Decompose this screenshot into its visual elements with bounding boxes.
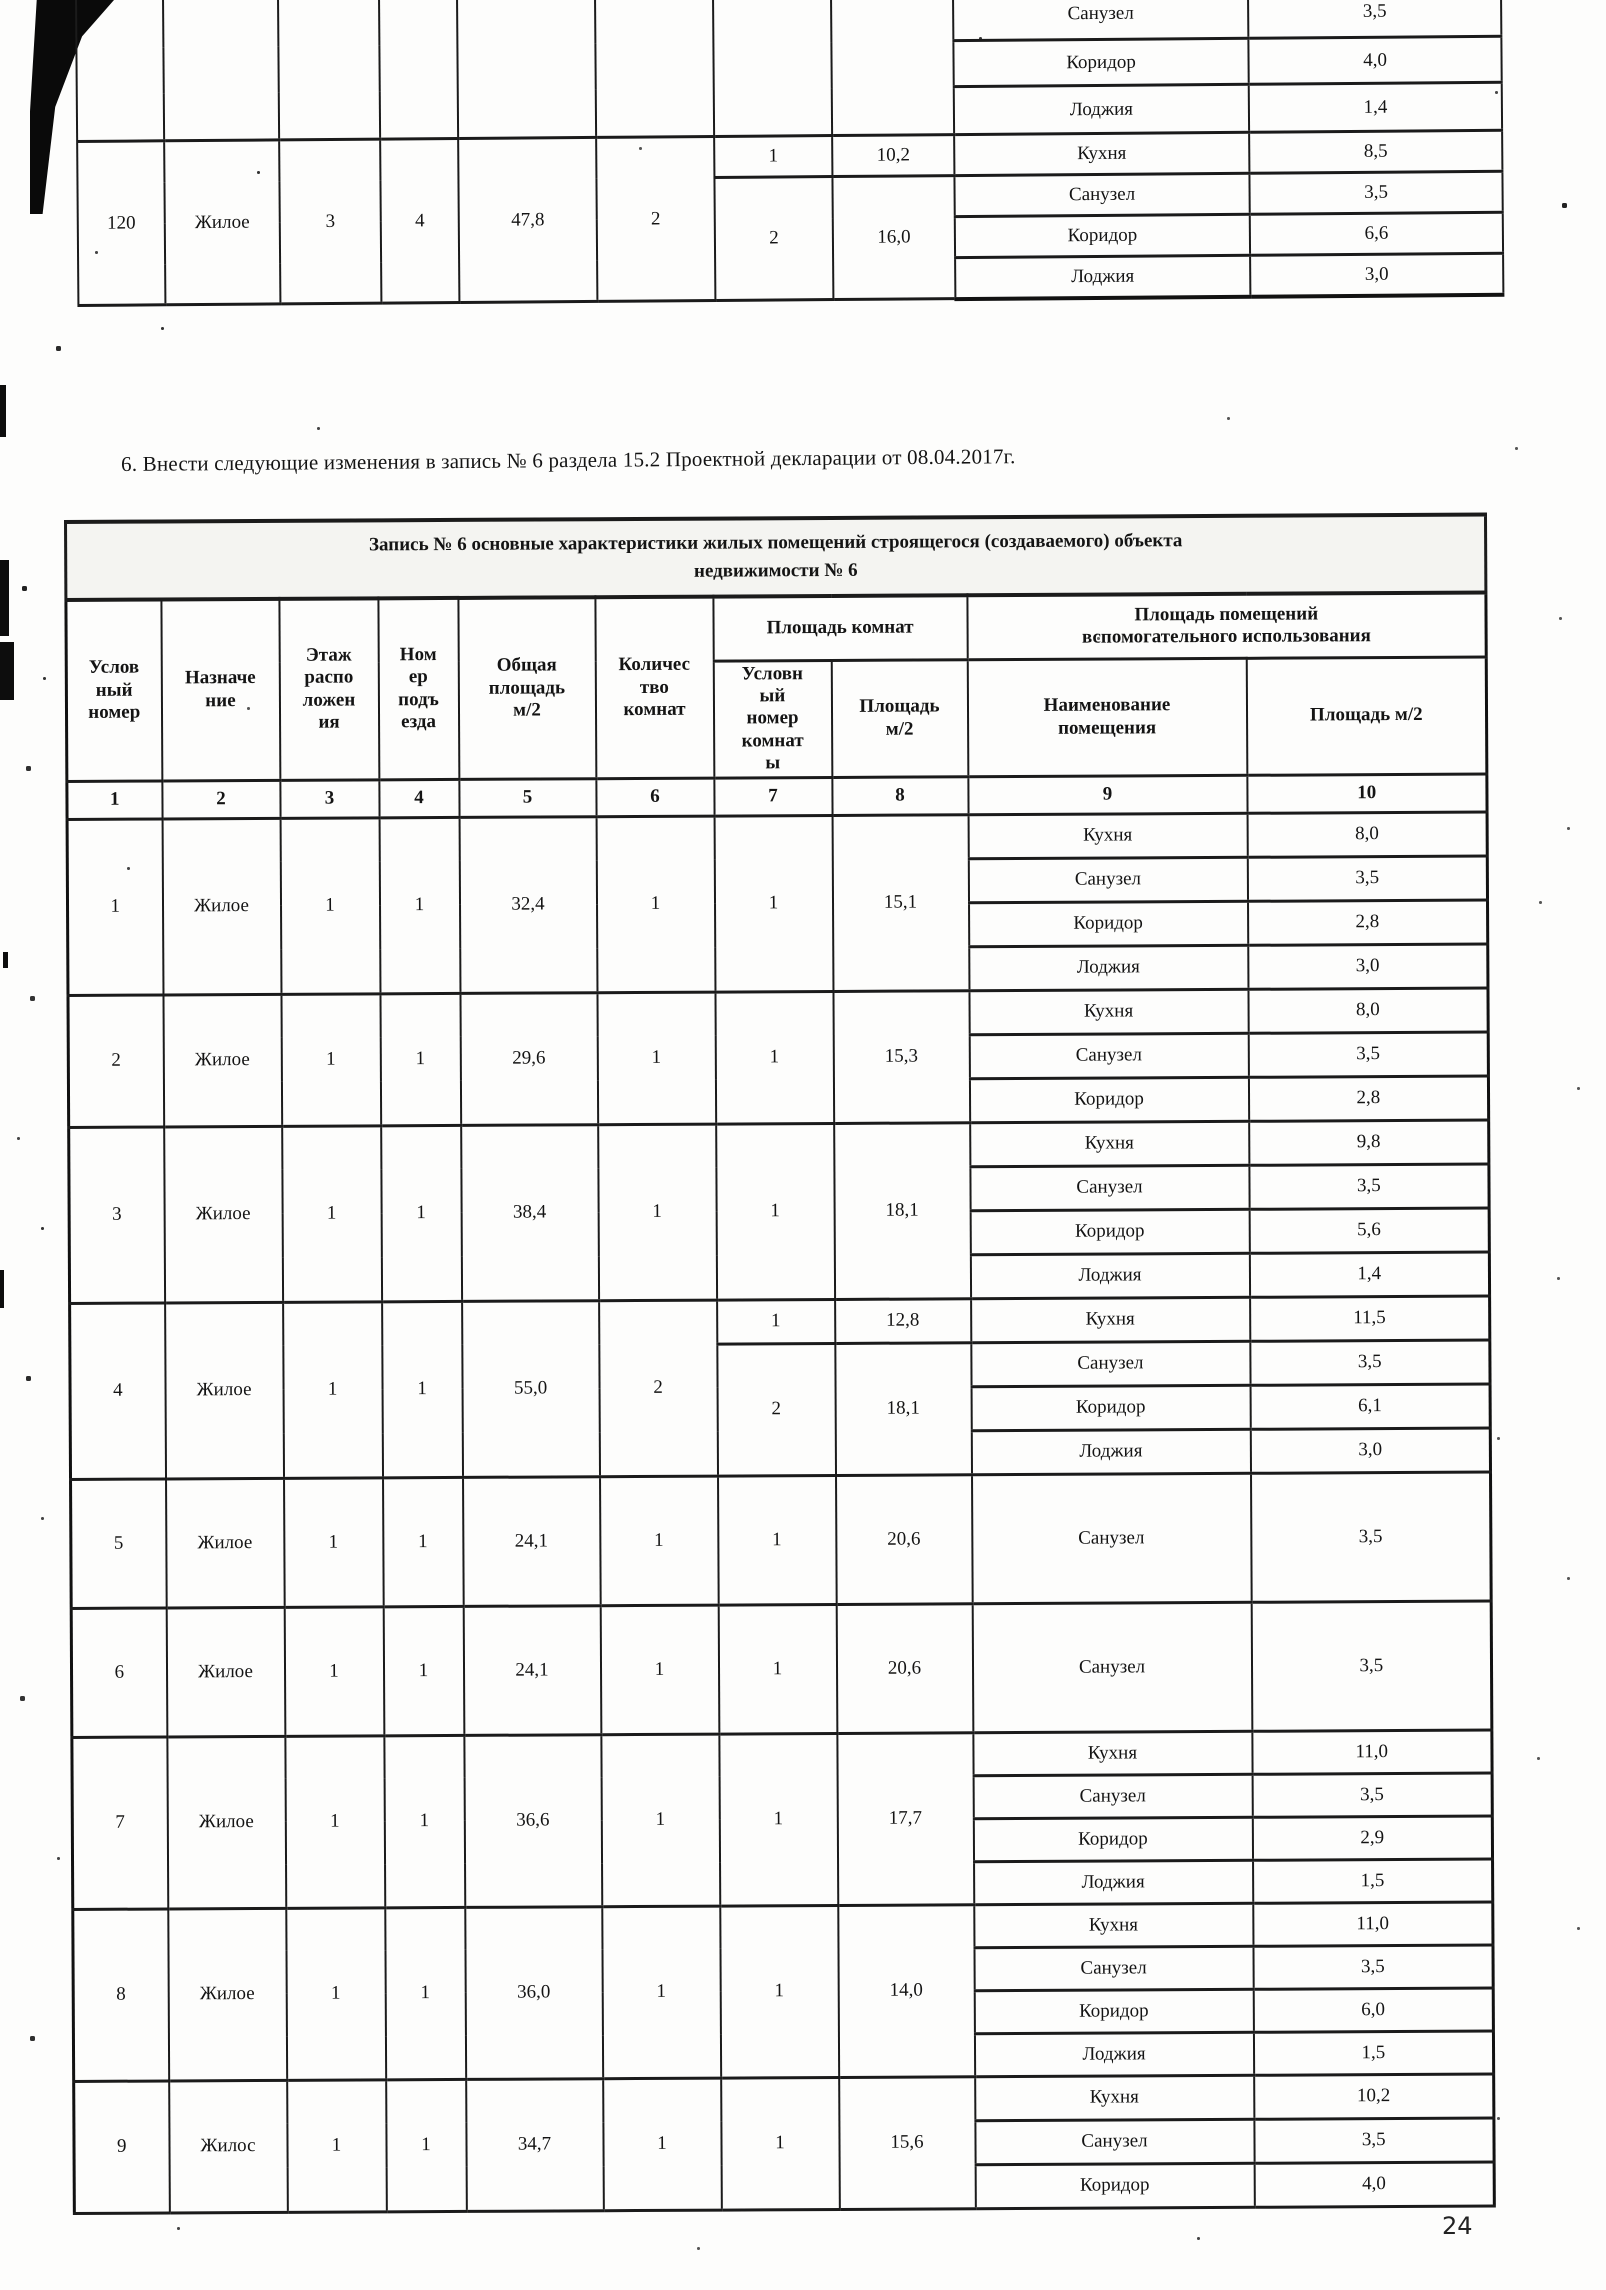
record-floor: 1 bbox=[286, 1907, 386, 2080]
aux-room-name: Лоджия bbox=[955, 255, 1250, 298]
scan-artifact-mark bbox=[3, 952, 8, 968]
aux-room-name: Коридор bbox=[969, 901, 1248, 946]
aux-room-area: 3,5 bbox=[1247, 856, 1487, 901]
column-number: 2 bbox=[162, 780, 280, 819]
scan-artifact-mark bbox=[0, 560, 9, 636]
record-rooms-count: 1 bbox=[596, 816, 715, 993]
scan-noise-speckles bbox=[0, 0, 1, 1]
aux-room-name: Коридор bbox=[969, 1077, 1248, 1122]
record-rooms-count: 2 bbox=[599, 1300, 718, 1477]
record-entrance: 1 bbox=[383, 1477, 464, 1606]
room-number: 1 bbox=[714, 136, 832, 178]
record-6-characteristics-table bbox=[64, 513, 1496, 2215]
scan-artifact-mark bbox=[0, 385, 6, 437]
aux-room-area: 6,1 bbox=[1250, 1384, 1490, 1429]
column-number: 8 bbox=[832, 776, 968, 815]
room-number: 1 bbox=[718, 1604, 837, 1734]
room-number: 2 bbox=[714, 177, 833, 301]
table-row bbox=[74, 2074, 1494, 2125]
aux-room-area: 1,4 bbox=[1249, 1252, 1489, 1297]
record-id: 2 bbox=[68, 995, 164, 1127]
record-id: 8 bbox=[73, 1909, 169, 2081]
aux-room-area: 8,5 bbox=[1249, 130, 1502, 173]
table-title bbox=[66, 515, 1486, 600]
header-aux-room-area: Площадь м/2 bbox=[1246, 657, 1487, 775]
record-rooms-count: 1 bbox=[602, 1906, 721, 2079]
record-id: 5 bbox=[71, 1479, 167, 1608]
carryover-records-table bbox=[75, 0, 1504, 307]
record-entrance: 1 bbox=[383, 1606, 464, 1735]
aux-room-name: Лоджия bbox=[971, 1429, 1250, 1474]
page-number: 24 bbox=[1442, 2212, 1473, 2240]
aux-room-area: 2,9 bbox=[1252, 1816, 1492, 1860]
header-room-number: Условн ый номер комнат ы bbox=[713, 660, 832, 778]
record-total-area: 24,1 bbox=[463, 1476, 601, 1606]
table-row bbox=[70, 1296, 1490, 1347]
room-number: 1 bbox=[718, 1475, 837, 1605]
record-purpose: Жилое bbox=[162, 818, 281, 995]
column-number: 1 bbox=[67, 781, 162, 819]
table-title-row bbox=[66, 515, 1486, 600]
record-id: 120 bbox=[77, 141, 165, 306]
table-row bbox=[68, 988, 1488, 1039]
aux-room-area: 3,5 bbox=[1250, 1340, 1490, 1385]
aux-room-area: 9,8 bbox=[1249, 1120, 1489, 1165]
aux-room-area: 3,5 bbox=[1248, 1032, 1488, 1077]
room-number: 1 bbox=[721, 2077, 840, 2210]
record-purpose: Жилое bbox=[163, 994, 282, 1127]
aux-room-name: Санузел bbox=[975, 2119, 1254, 2164]
header-total-area: Общая площадь м/2 bbox=[458, 597, 596, 779]
table-row bbox=[71, 1601, 1492, 1737]
record-rooms-count: 1 bbox=[601, 1734, 720, 1907]
header-room-area: Площадь м/2 bbox=[831, 659, 968, 777]
table-row bbox=[69, 1120, 1489, 1171]
room-number: 1 bbox=[720, 1905, 839, 2078]
aux-room-area: 3,0 bbox=[1248, 944, 1488, 989]
aux-room-name: Кухня bbox=[970, 1121, 1249, 1166]
aux-room-area: 4,0 bbox=[1248, 36, 1501, 84]
record-total-area bbox=[457, 0, 596, 138]
header-group-room-areas: Площадь комнат bbox=[713, 595, 967, 660]
room-area: 10,2 bbox=[832, 135, 954, 177]
column-number: 7 bbox=[714, 777, 832, 816]
record-entrance: 1 bbox=[379, 817, 460, 993]
record-floor: 1 bbox=[282, 1125, 382, 1302]
record-purpose: Жилое bbox=[164, 1126, 283, 1303]
record-floor: 1 bbox=[285, 1735, 385, 1908]
aux-room-area: 6,0 bbox=[1253, 1988, 1493, 2032]
aux-room-area: 3,0 bbox=[1250, 1428, 1490, 1473]
record-id: 7 bbox=[72, 1737, 168, 1909]
aux-room-name: Санузел bbox=[953, 0, 1248, 41]
aux-room-name: Санузел bbox=[973, 1774, 1252, 1818]
record-id bbox=[76, 0, 164, 141]
aux-room-area: 8,0 bbox=[1247, 812, 1487, 857]
record-total-area: 55,0 bbox=[462, 1300, 600, 1477]
table-row bbox=[73, 1902, 1493, 1952]
aux-room-name: Коридор bbox=[974, 1989, 1253, 2033]
room-number: 1 bbox=[715, 991, 834, 1124]
record-rooms-count: 1 bbox=[600, 1605, 719, 1735]
aux-room-name: Кухня bbox=[969, 989, 1248, 1034]
record-purpose: Жилое bbox=[165, 1302, 284, 1479]
record-entrance bbox=[379, 0, 458, 139]
record-floor bbox=[278, 0, 380, 140]
aux-room-area: 3,5 bbox=[1249, 171, 1502, 214]
record-purpose: Жилое bbox=[166, 1607, 285, 1737]
record-total-area: 36,6 bbox=[464, 1734, 602, 1907]
record-id: 4 bbox=[70, 1303, 166, 1479]
record-floor: 1 bbox=[283, 1301, 383, 1478]
record-total-area: 36,0 bbox=[465, 1906, 603, 2079]
aux-room-name: Санузел bbox=[972, 1473, 1252, 1603]
table-row bbox=[71, 1472, 1492, 1608]
record-purpose: Жилое bbox=[168, 1908, 287, 2081]
aux-room-area: 3,5 bbox=[1251, 1601, 1492, 1731]
room-number bbox=[713, 0, 832, 136]
aux-room-area: 6,6 bbox=[1250, 212, 1503, 255]
record-floor: 1 bbox=[284, 1606, 384, 1736]
record-total-area: 47,8 bbox=[458, 137, 597, 302]
record-floor: 1 bbox=[284, 1477, 384, 1607]
record-total-area: 29,6 bbox=[460, 992, 598, 1125]
aux-room-name: Лоджия bbox=[969, 945, 1248, 990]
room-area: 20,6 bbox=[836, 1474, 973, 1604]
room-number: 2 bbox=[717, 1343, 836, 1476]
record-entrance: 1 bbox=[386, 2079, 467, 2211]
aux-room-name: Коридор bbox=[971, 1385, 1250, 1430]
column-number: 5 bbox=[459, 778, 596, 817]
aux-room-area: 1,5 bbox=[1253, 2031, 1493, 2075]
scan-artifact-mark bbox=[0, 642, 14, 700]
aux-room-name: Лоджия bbox=[974, 2032, 1253, 2076]
aux-room-area: 1,4 bbox=[1249, 82, 1502, 132]
header-purpose: Назначе ние bbox=[161, 599, 280, 781]
record-id: 1 bbox=[67, 819, 163, 995]
record-total-area: 38,4 bbox=[461, 1124, 599, 1301]
room-area: 15,1 bbox=[832, 814, 969, 991]
record-purpose: Жилое bbox=[166, 1478, 285, 1608]
aux-room-name: Кухня bbox=[971, 1297, 1250, 1342]
aux-room-name: Кухня bbox=[968, 813, 1247, 858]
aux-room-name: Лоджия bbox=[970, 1253, 1249, 1298]
record-total-area: 24,1 bbox=[463, 1605, 601, 1735]
record-rooms-count: 1 bbox=[598, 1124, 717, 1301]
record-entrance: 1 bbox=[382, 1301, 463, 1477]
table-title-line2: недвижимости № 6 bbox=[693, 559, 858, 582]
record-purpose: Жилое bbox=[167, 1736, 286, 1909]
aux-room-name: Санузел bbox=[954, 173, 1249, 216]
aux-room-name: Коридор bbox=[955, 214, 1250, 257]
record-purpose bbox=[163, 0, 279, 141]
aux-room-area: 3,5 bbox=[1251, 1472, 1492, 1602]
room-area: 18,1 bbox=[834, 1122, 971, 1299]
header-row-groups bbox=[66, 593, 1486, 664]
table-row bbox=[72, 1730, 1492, 1780]
aux-room-name: Коридор bbox=[973, 1817, 1252, 1861]
room-area: 12,8 bbox=[835, 1298, 971, 1343]
aux-room-name: Коридор bbox=[953, 38, 1248, 86]
column-number: 3 bbox=[280, 779, 379, 818]
room-area: 16,0 bbox=[832, 176, 955, 300]
header-group-auxiliary-areas: Площадь помещений вспомогательного использования bbox=[967, 593, 1486, 660]
header-entrance-number: Ном ер подъ езда bbox=[378, 598, 459, 779]
aux-room-name: Санузел bbox=[970, 1165, 1249, 1210]
aux-room-name: Коридор bbox=[975, 2163, 1254, 2208]
record-total-area: 34,7 bbox=[466, 2078, 604, 2211]
record-rooms-count: 1 bbox=[603, 2078, 722, 2211]
record-rooms-count: 2 bbox=[596, 136, 715, 301]
record-floor: 3 bbox=[279, 139, 381, 304]
room-area: 20,6 bbox=[836, 1603, 973, 1733]
aux-room-area: 4,0 bbox=[1254, 2162, 1494, 2207]
column-number: 4 bbox=[379, 779, 459, 817]
record-rooms-count: 1 bbox=[597, 992, 716, 1125]
room-area: 15,3 bbox=[833, 990, 970, 1123]
aux-room-area: 11,0 bbox=[1252, 1730, 1492, 1774]
record-entrance: 1 bbox=[385, 1907, 466, 2079]
aux-room-name: Кухня bbox=[973, 1731, 1252, 1775]
aux-room-area: 8,0 bbox=[1248, 988, 1488, 1033]
header-aux-room-name: Наименование помещения bbox=[967, 658, 1247, 776]
record-purpose: Жилос bbox=[169, 2080, 288, 2213]
aux-room-area: 3,5 bbox=[1254, 2118, 1494, 2163]
aux-room-area: 11,5 bbox=[1250, 1296, 1490, 1341]
record-entrance: 1 bbox=[384, 1735, 465, 1907]
aux-room-name: Санузел bbox=[971, 1341, 1250, 1386]
record-floor: 1 bbox=[280, 817, 380, 994]
record-rooms-count: 1 bbox=[600, 1476, 719, 1606]
scan-artifact-mark bbox=[0, 1270, 4, 1308]
amendment-paragraph: 6. Внести следующие изменения в запись № 6 раздела 15.2 Проектной декларации от 08.04.2017г. bbox=[121, 444, 1016, 476]
aux-room-name: Санузел bbox=[969, 1033, 1248, 1078]
aux-room-name: Кухня bbox=[975, 2075, 1254, 2120]
aux-room-area: 5,6 bbox=[1249, 1208, 1489, 1253]
aux-room-name: Санузел bbox=[972, 1602, 1252, 1732]
record-purpose: Жилое bbox=[164, 140, 280, 305]
aux-room-area: 11,0 bbox=[1253, 1902, 1493, 1946]
record-id: 9 bbox=[74, 2081, 170, 2213]
record-floor: 1 bbox=[281, 993, 381, 1126]
column-number: 9 bbox=[968, 775, 1247, 814]
record-entrance: 1 bbox=[380, 993, 461, 1125]
header-rooms-count: Количес тво комнат bbox=[595, 597, 714, 779]
header-floor: Этаж распо ложен ия bbox=[279, 598, 379, 780]
aux-room-name: Лоджия bbox=[974, 1860, 1253, 1904]
room-number: 1 bbox=[716, 1123, 835, 1300]
table-row bbox=[67, 812, 1487, 863]
record-floor: 1 bbox=[287, 2079, 387, 2212]
aux-room-area: 3,5 bbox=[1249, 1164, 1489, 1209]
column-number: 6 bbox=[596, 778, 714, 817]
aux-room-area: 3,5 bbox=[1248, 0, 1501, 38]
record-total-area: 32,4 bbox=[459, 816, 597, 993]
room-area: 18,1 bbox=[835, 1342, 972, 1475]
aux-room-name: Кухня bbox=[954, 132, 1249, 175]
column-number: 10 bbox=[1247, 774, 1487, 813]
aux-room-area: 3,5 bbox=[1253, 1945, 1493, 1989]
table-title-line1: Запись № 6 основные характеристики жилых помещений строящегося (создаваемого) объекта bbox=[368, 530, 1183, 556]
room-area: 15,6 bbox=[839, 2076, 976, 2209]
aux-room-name: Коридор bbox=[970, 1209, 1249, 1254]
record-id: 3 bbox=[69, 1127, 165, 1303]
aux-room-area: 3,5 bbox=[1252, 1773, 1492, 1817]
record-rooms-count bbox=[595, 0, 714, 137]
room-area: 14,0 bbox=[838, 1904, 975, 2077]
record-entrance: 1 bbox=[381, 1125, 462, 1301]
room-number: 1 bbox=[714, 815, 833, 992]
record-id: 6 bbox=[71, 1608, 167, 1737]
aux-room-area: 3,0 bbox=[1250, 253, 1503, 296]
room-area bbox=[831, 0, 954, 136]
aux-room-name: Санузел bbox=[974, 1946, 1253, 1990]
aux-room-area: 2,8 bbox=[1248, 1076, 1488, 1121]
aux-room-area: 1,5 bbox=[1253, 1859, 1493, 1903]
room-area: 17,7 bbox=[837, 1732, 974, 1905]
record-entrance: 4 bbox=[380, 138, 459, 303]
aux-room-area: 2,8 bbox=[1248, 900, 1488, 945]
aux-room-name: Санузел bbox=[968, 857, 1247, 902]
room-number: 1 bbox=[717, 1299, 835, 1344]
room-number: 1 bbox=[719, 1733, 838, 1906]
aux-room-area: 10,2 bbox=[1254, 2074, 1494, 2119]
aux-room-name: Кухня bbox=[974, 1903, 1253, 1947]
header-conditional-number: Услов ный номер bbox=[66, 599, 162, 781]
aux-room-name: Лоджия bbox=[954, 84, 1249, 134]
